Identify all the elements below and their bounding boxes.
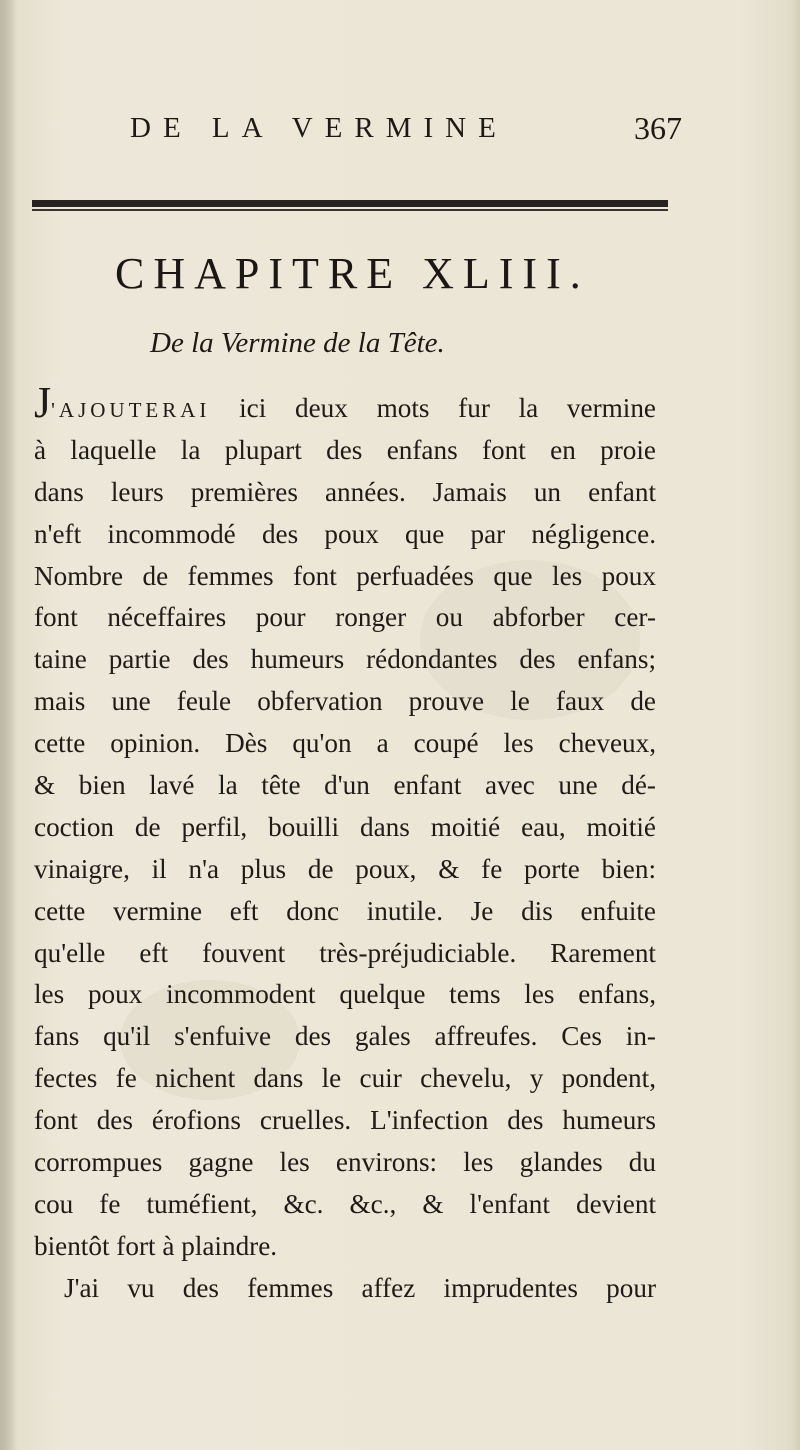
text-line: font néceffaires pour ronger ou abforber cer- [34, 602, 656, 633]
header-rule [32, 200, 668, 212]
text-line: Nombre de femmes font perfuadées que les poux [34, 560, 656, 591]
text-line: cou fe tuméfient, &c. &c., & l'enfant devient [34, 1188, 656, 1219]
chapter-title: CHAPITRE XLIII. [115, 249, 590, 298]
body-text [34, 378, 656, 1310]
text-line: à laquelle la plupart des enfans font en proie [34, 434, 656, 465]
header-rule-thick [32, 200, 668, 207]
text-line: corrompues gagne les environs: les glandes du [34, 1147, 656, 1178]
text-line: coction de perfil, bouilli dans moitié eau, moitié [34, 811, 656, 842]
text-line: fans qu'il s'enfuive des gales affreufes. Ces in- [34, 1021, 656, 1052]
page-gutter-shadow [0, 0, 16, 1450]
text-line: vinaigre, il n'a plus de poux, & fe porte bien: [34, 853, 656, 884]
text-line: les poux incommodent quelque tems les enfans, [34, 979, 656, 1010]
text-line: font des érofions cruelles. L'infection des humeurs [34, 1105, 656, 1136]
header-rule-thin [32, 209, 668, 211]
running-title: DE LA VERMINE [130, 112, 508, 144]
first-line-text: ici deux mots fur la vermine [210, 393, 656, 423]
text-line-last: bientôt fort à plaindre. [34, 1230, 278, 1261]
text-line: dans leurs premières années. Jamais un enfant [34, 476, 656, 507]
chapter-subtitle: De la Vermine de la Tête. [150, 327, 445, 359]
drop-cap: J [34, 378, 52, 427]
page-number: 367 [634, 110, 682, 146]
text-line: n'eft incommodé des poux que par négligence. [34, 518, 656, 549]
text-line: cette opinion. Dès qu'on a coupé les cheveux, [34, 728, 656, 759]
text-line: cette vermine eft donc inutile. Je dis enfuite [34, 895, 656, 926]
text-line: qu'elle eft fouvent très-préjudiciable. Rarement [34, 937, 656, 968]
text-line-paragraph2: J'ai vu des femmes affez imprudentes pour [64, 1272, 656, 1303]
text-line: & bien lavé la tête d'un enfant avec une dé- [34, 770, 656, 801]
small-caps-word: 'AJOUTERAI [51, 398, 211, 422]
text-line: mais une feule obfervation prouve le faux de [34, 686, 656, 717]
text-line: fectes fe nichent dans le cuir chevelu, y pondent, [34, 1063, 656, 1094]
running-head [130, 112, 690, 152]
text-line: taine partie des humeurs rédondantes des enfans; [34, 644, 656, 675]
text-line-first [34, 378, 656, 430]
